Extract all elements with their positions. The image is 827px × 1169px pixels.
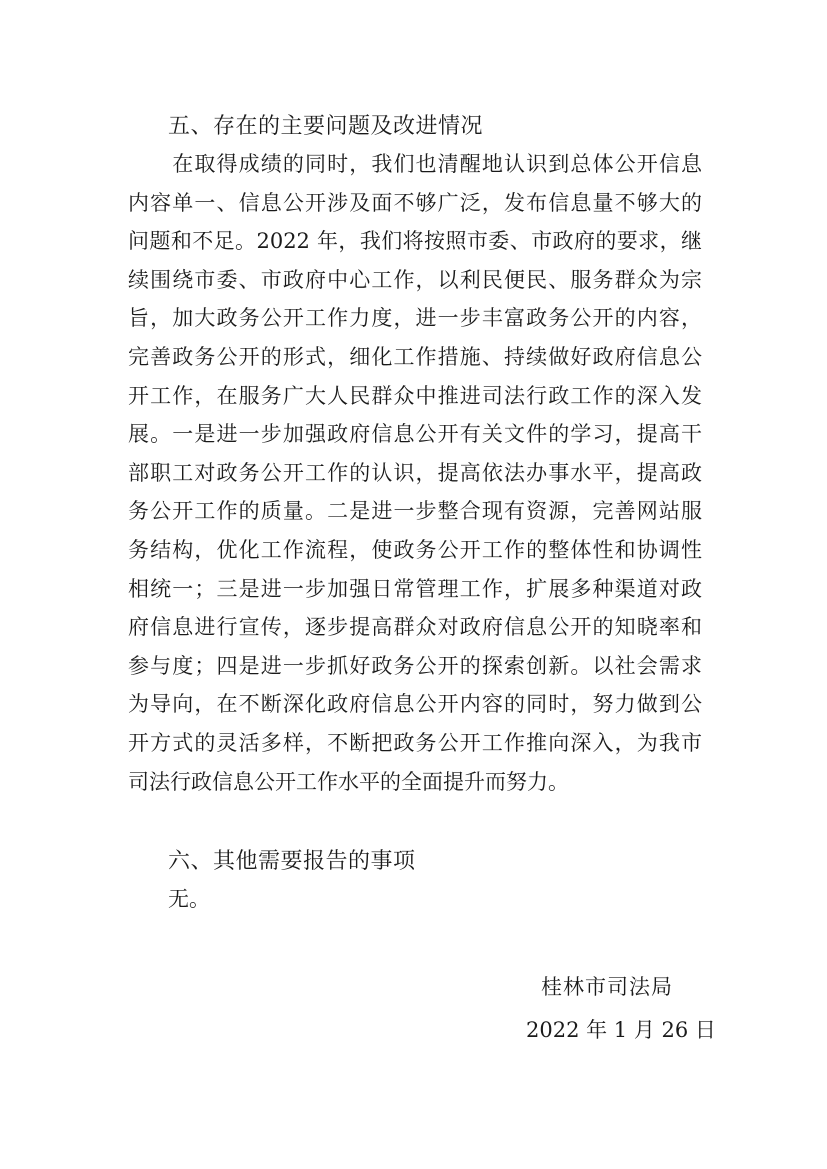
section-5-line-10: 务公开工作的质量。二是进一步整合现有资源，完善网站服 bbox=[128, 499, 702, 524]
section-5-heading: 五、存在的主要问题及改进情况 bbox=[168, 114, 484, 139]
section-5-line-5: 旨，加大政务公开工作力度，进一步丰富政务公开的内容， bbox=[128, 306, 702, 331]
section-5-line-13: 府信息进行宣传，逐步提高群众对政府信息公开的知晓率和 bbox=[128, 615, 702, 640]
section-5-line-12: 相统一；三是进一步加强日常管理工作，扩展多种渠道对政 bbox=[128, 576, 702, 601]
section-6-body: 无。 bbox=[168, 887, 210, 911]
section-5-line-6: 完善政务公开的形式，细化工作措施、持续做好政府信息公 bbox=[128, 344, 702, 369]
section-5-line-15: 为导向，在不断深化政府信息公开内容的同时，努力做到公 bbox=[128, 692, 702, 717]
section-5-line-16: 开方式的灵活多样，不断把政务公开工作推向深入，为我市 bbox=[128, 730, 702, 755]
section-5-line-2: 内容单一、信息公开涉及面不够广泛，发布信息量不够大的 bbox=[128, 190, 702, 215]
signature-organization: 桂林市司法局 bbox=[541, 975, 673, 999]
section-5-line-9: 部职工对政务公开工作的认识，提高依法办事水平，提高政 bbox=[128, 460, 702, 485]
section-5-body bbox=[128, 145, 702, 801]
section-5-line-17: 司法行政信息公开工作水平的全面提升而努力。 bbox=[128, 769, 569, 794]
section-5-line-4: 续围绕市委、市政府中心工作，以利民便民、服务群众为宗 bbox=[128, 267, 702, 292]
section-5-line-11: 务结构，优化工作流程，使政务公开工作的整体性和协调性 bbox=[128, 537, 702, 562]
section-6-heading: 六、其他需要报告的事项 bbox=[168, 849, 416, 874]
section-5-line-3: 问题和不足。2022 年，我们将按照市委、市政府的要求，继 bbox=[128, 229, 702, 254]
section-5-line-7: 开工作，在服务广大人民群众中推进司法行政工作的深入发 bbox=[128, 383, 702, 408]
section-5-line-8: 展。一是进一步加强政府信息公开有关文件的学习，提高干 bbox=[128, 422, 702, 447]
signature-date: 2022 年 1 月 26 日 bbox=[526, 1018, 716, 1042]
section-5-line-14: 参与度；四是进一步抓好政务公开的探索创新。以社会需求 bbox=[128, 653, 702, 678]
section-5-line-1: 在取得成绩的同时，我们也清醒地认识到总体公开信息 bbox=[128, 152, 702, 176]
